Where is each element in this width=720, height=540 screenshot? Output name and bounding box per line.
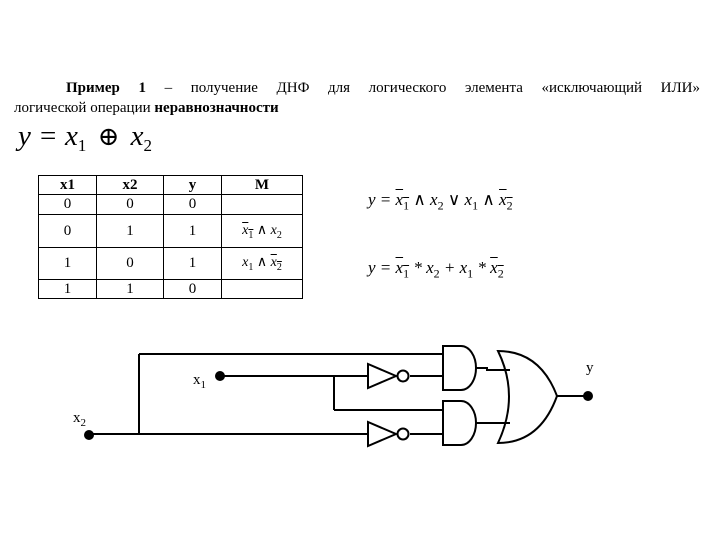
cell: 1	[97, 215, 164, 248]
or-gate	[498, 351, 557, 443]
input-terminal-x2	[84, 430, 94, 440]
cell: 0	[39, 215, 97, 248]
cell: 1	[164, 248, 222, 280]
and-gate-2	[443, 401, 476, 445]
example-label: Пример 1	[66, 80, 146, 96]
cell: 0	[97, 248, 164, 280]
heading-line-1-text: – получение ДНФ для логического элемента «исключающий ИЛИ»	[145, 80, 700, 96]
formula-x2: x	[130, 120, 144, 152]
label-x1: $x_1$	[193, 372, 206, 391]
cell: 0	[97, 195, 164, 215]
cell-minterm: $x_1$ ∧ $x_2$	[222, 248, 303, 280]
label-y: y	[586, 360, 594, 376]
formula-eq: =	[38, 120, 58, 152]
cell: 0	[164, 195, 222, 215]
output-terminal-y	[583, 391, 593, 401]
formula-x2-sub: 2	[143, 136, 152, 155]
cell: 1	[97, 280, 164, 299]
label-x2: $x_2$	[73, 410, 86, 429]
dnf-formula-arithmetic: $y = x_1 * x_2 + x_1 * x_2$	[368, 258, 504, 281]
cell: 0	[39, 195, 97, 215]
xor-operator: ⊕	[97, 122, 120, 151]
cell: 1	[164, 215, 222, 248]
formula-x1: x	[64, 120, 78, 152]
header-m: M	[222, 176, 303, 195]
header-y: y	[164, 176, 222, 195]
not-gate-1-bubble	[398, 371, 409, 382]
header-x2: x2	[97, 176, 164, 195]
not-gate-1	[368, 364, 396, 388]
not-gate-2	[368, 422, 396, 446]
heading-bold-term: неравнозначности	[154, 100, 279, 116]
input-terminal-x1	[215, 371, 225, 381]
formula-y: y	[18, 120, 31, 152]
cell: 1	[39, 248, 97, 280]
cell: 1	[39, 280, 97, 299]
cell: 0	[164, 280, 222, 299]
not-gate-2-bubble	[398, 429, 409, 440]
header-x1: x1	[39, 176, 97, 195]
and-gate-1	[443, 346, 476, 390]
dnf-formula-logic: $y = x_1$ ∧ $x_2$ ∨ $x_1$ ∧ $x_2$	[368, 190, 513, 213]
cell-minterm: $x_1$ ∧ $x_2$	[222, 215, 303, 248]
heading-line-2-text: логической операции	[14, 100, 155, 116]
formula-x1-sub: 1	[77, 136, 87, 155]
